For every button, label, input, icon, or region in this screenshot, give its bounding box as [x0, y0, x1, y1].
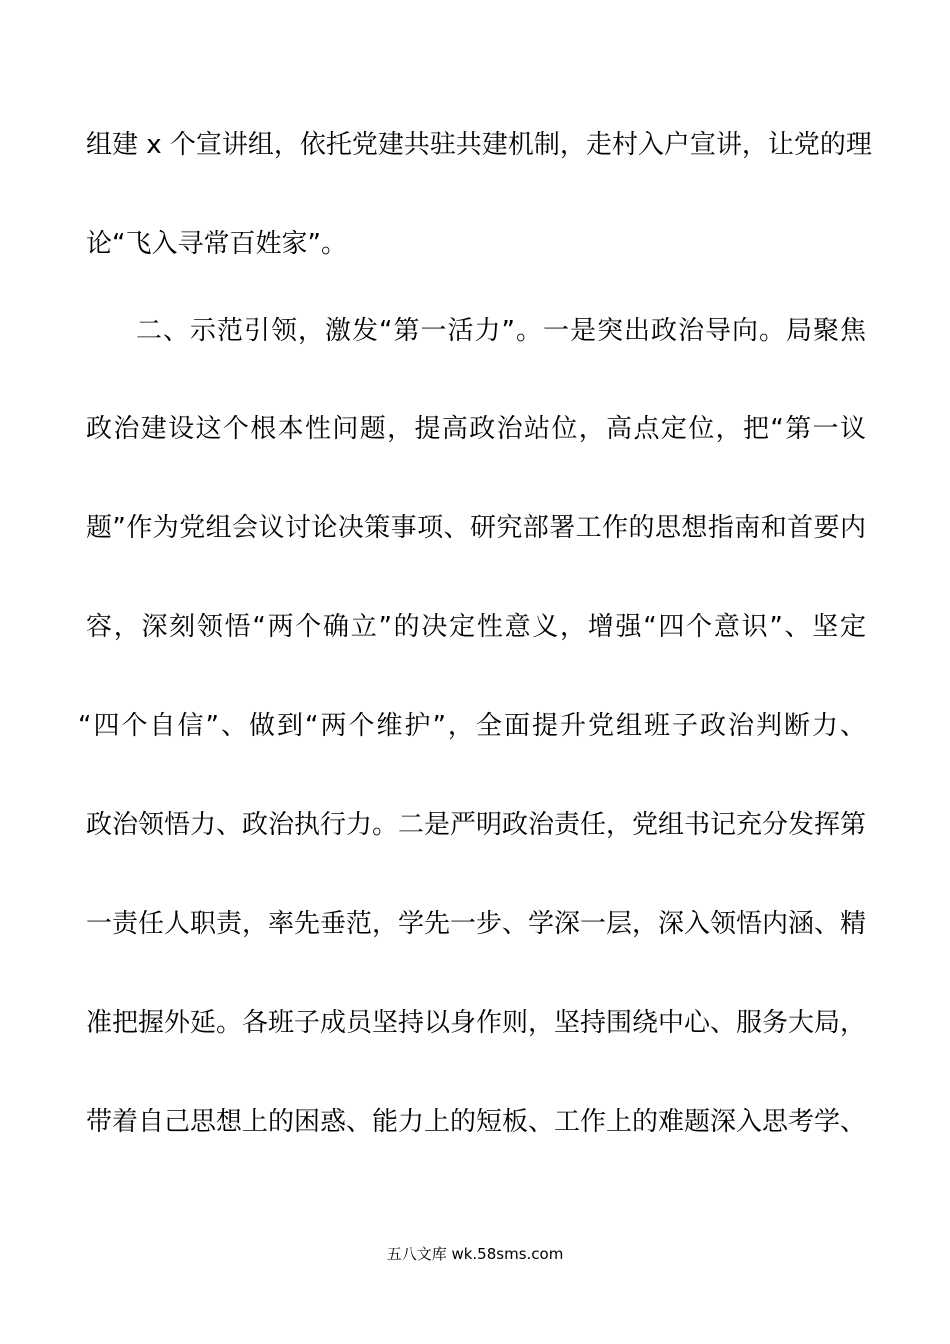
page-footer-watermark: 五八文库 wk.58sms.com	[386, 1245, 564, 1263]
paragraph-line: “四个自信”、做到“两个维护”，全面提升党组班子政治判断力、	[78, 711, 866, 741]
paragraph-line: 题”作为党组会议讨论决策事项、研究部署工作的思想指南和首要内	[86, 513, 866, 543]
paragraph-line: 二、示范引领，激发“第一活力”。一是突出政治导向。局聚焦	[136, 316, 866, 346]
paragraph-line: 论“飞入寻常百姓家”。	[86, 229, 347, 259]
paragraph-line: 政治建设这个根本性问题，提高政治站位，高点定位，把“第一议	[86, 414, 866, 444]
paragraph-line: 容，深刻领悟“两个确立”的决定性意义，增强“四个意识”、坚定	[86, 612, 866, 642]
paragraph-line: 政治领悟力、政治执行力。二是严明政治责任，党组书记充分发挥第	[86, 810, 867, 840]
paragraph-line: 组建 x 个宣讲组，依托党建共驻共建机制，走村入户宣讲，让党的理	[86, 130, 872, 160]
paragraph-line: 一责任人职责，率先垂范，学先一步、学深一层，深入领悟内涵、精	[86, 909, 867, 939]
paragraph-line: 带着自己思想上的困惑、能力上的短板、工作上的难题深入思考学、	[86, 1107, 867, 1137]
paragraph-line: 准把握外延。各班子成员坚持以身作则，坚持围绕中心、服务大局，	[86, 1008, 867, 1038]
